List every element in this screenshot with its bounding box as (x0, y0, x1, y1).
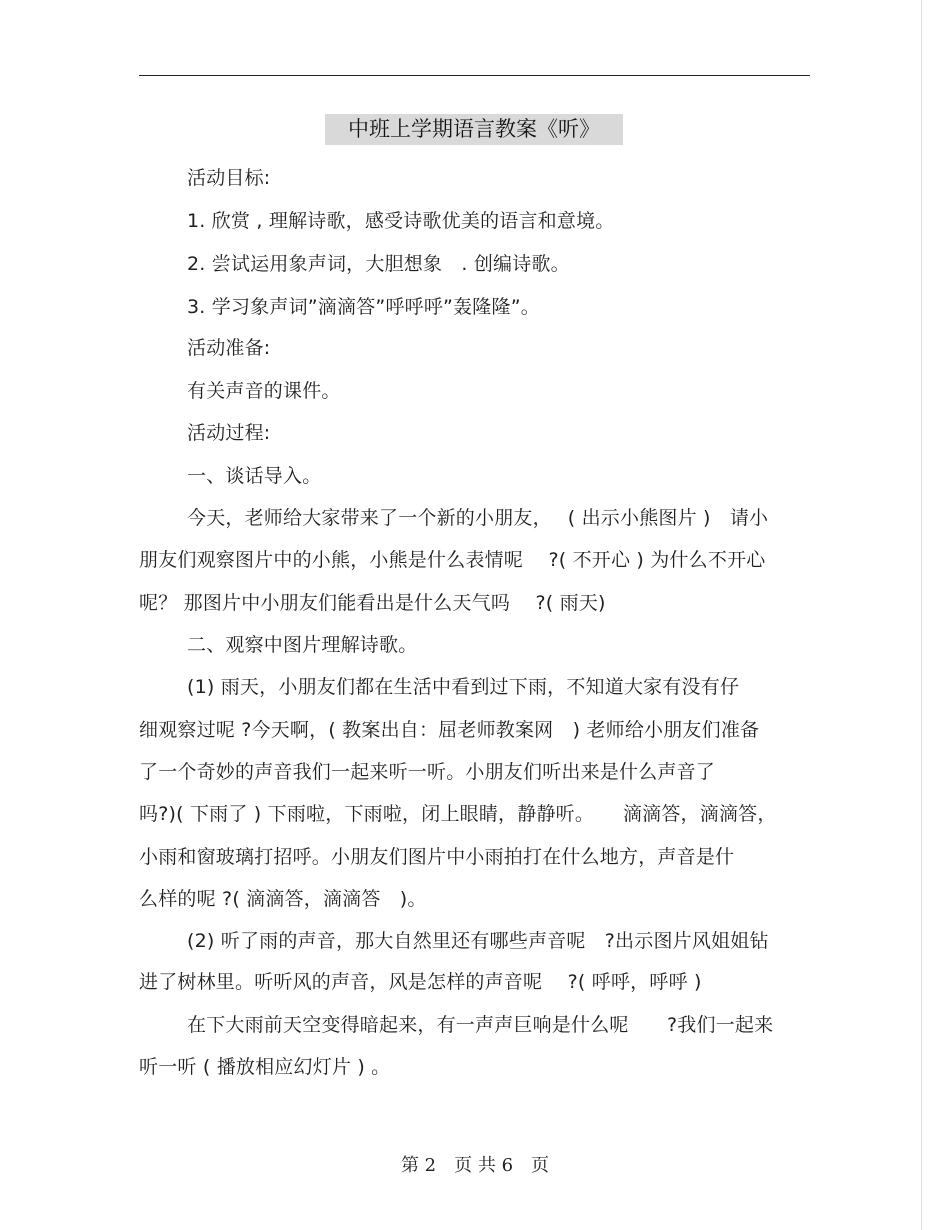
text-line: 有关声音的课件。 (187, 380, 341, 402)
text-line: 么样的呢 ?( 滴滴答，滴滴答 )。 (139, 888, 427, 910)
text-line: (2) 听了雨的声音，那大自然里还有哪些声音呢 ?出示图片风姐姐钻 (187, 930, 769, 952)
text-line: 一、谈话导入。 (187, 465, 322, 487)
text-line: 在下大雨前天空变得暗起来，有一声声巨响是什么呢 ?我们一起来 (187, 1014, 774, 1036)
text-line: 小雨和窗玻璃打招呼。小朋友们图片中小雨拍打在什么地方，声音是什 (139, 846, 735, 868)
text-line: 吗?)( 下雨了 ) 下雨啦，下雨啦，闭上眼睛，静静听。 滴滴答，滴滴答， (139, 803, 777, 825)
page-edge-line (921, 0, 922, 1230)
text-line: 3. 学习象声词”滴滴答”呼呼呼”轰隆隆”。 (187, 296, 540, 318)
text-line: 1. 欣赏 , 理解诗歌，感受诗歌优美的语言和意境。 (187, 210, 615, 232)
text-line: (1) 雨天，小朋友们都在生活中看到过下雨，不知道大家有没有仔 (187, 676, 740, 698)
text-line: 听一听 ( 播放相应幻灯片 ) 。 (139, 1056, 391, 1078)
text-line: 朋友们观察图片中的小熊，小熊是什么表情呢 ?( 不开心 ) 为什么不开心 (139, 549, 766, 571)
text-line: 活动准备: (187, 337, 271, 359)
header-rule (139, 75, 810, 76)
document-title: 中班上学期语言教案《听》 (348, 117, 600, 141)
text-line: 进了树林里。听听风的声音，风是怎样的声音呢 ?( 呼呼，呼呼 ) (139, 971, 702, 993)
text-line: 今天，老师给大家带来了一个新的小朋友， ( 出示小熊图片 ) 请小 (187, 507, 769, 529)
text-line: 细观察过呢 ?今天啊，( 教案出自：屈老师教案网 ) 老师给小朋友们准备 (139, 719, 760, 741)
text-line: 了一个奇妙的声音我们一起来听一听。小朋友们听出来是什么声音了 (139, 761, 716, 783)
text-line: 活动过程: (187, 422, 271, 444)
text-line: 呢？ 那图片中小朋友们能看出是什么天气吗 ?( 雨天) (139, 592, 606, 614)
text-line: 活动目标: (187, 167, 271, 189)
text-line: 2. 尝试运用象声词，大胆想象 . 创编诗歌。 (187, 253, 570, 275)
text-line: 二、观察中图片理解诗歌。 (187, 634, 418, 656)
page-footer: 第 2 页 共 6 页 (400, 1155, 550, 1176)
